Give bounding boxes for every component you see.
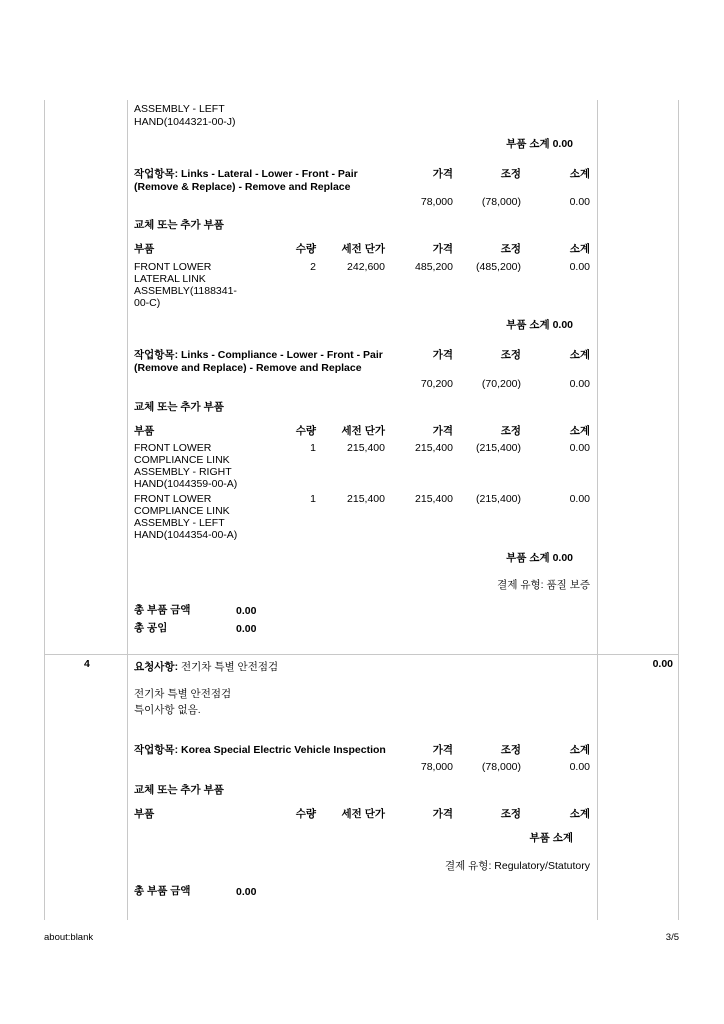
header-qty: 수량 <box>295 243 316 255</box>
total-labor-value: 0.00 <box>236 623 257 635</box>
total-parts-value: 0.00 <box>236 605 257 617</box>
job-adjust: (78,000) <box>481 761 521 773</box>
job-title-line: (Remove and Replace) - Remove and Replace <box>134 362 362 374</box>
request-label: 요청사항: <box>134 661 179 673</box>
job-adjust: (78,000) <box>481 196 521 208</box>
job-adjust: (70,200) <box>481 378 521 390</box>
part-qty: 1 <box>310 442 316 454</box>
header-price: 가격 <box>432 808 453 820</box>
part-desc-line: COMPLIANCE LINK <box>134 505 230 517</box>
job-label: 작업항목: <box>134 744 179 756</box>
part-desc-line: FRONT LOWER <box>134 261 212 273</box>
header-unit: 세전 단가 <box>341 243 385 255</box>
part-desc-line: COMPLIANCE LINK <box>134 454 230 466</box>
part-desc-line: HAND(1044321-00-J) <box>134 116 236 128</box>
table-border-col2 <box>597 100 598 920</box>
total-parts-value: 0.00 <box>236 886 257 898</box>
payment-type: 결제 유형: Regulatory/Statutory <box>444 860 590 872</box>
job-title <box>134 744 386 756</box>
part-qty: 2 <box>310 261 316 273</box>
header-adjust: 조정 <box>500 349 521 361</box>
job-title <box>134 168 358 180</box>
replace-parts-heading: 교체 또는 추가 부품 <box>134 401 224 413</box>
table-border-right <box>678 100 679 920</box>
header-adjust: 조정 <box>500 744 521 756</box>
job-title-line: Links - Lateral - Lower - Front - Pair <box>178 168 358 180</box>
header-adjust: 조정 <box>500 808 521 820</box>
part-desc-line: ASSEMBLY(1188341- <box>134 285 237 297</box>
part-desc-line: HAND(1044354-00-A) <box>134 529 238 541</box>
table-border-col1 <box>127 100 128 920</box>
part-desc-line: FRONT LOWER <box>134 442 212 454</box>
request-value: 전기차 특별 안전점검 <box>178 661 279 673</box>
job-subtotal: 0.00 <box>569 761 590 773</box>
row-amount: 0.00 <box>652 658 673 670</box>
parts-subtotal: 부품 소계 <box>529 832 573 844</box>
job-label: 작업항목: <box>134 349 179 361</box>
header-unit: 세전 단가 <box>341 425 385 437</box>
header-adjust: 조정 <box>500 425 521 437</box>
part-adjust: (485,200) <box>476 261 521 273</box>
header-subtotal: 소계 <box>569 349 590 361</box>
part-desc-line: LATERAL LINK <box>134 273 206 285</box>
job-price: 70,200 <box>420 378 453 390</box>
part-desc-line: ASSEMBLY - LEFT <box>134 103 225 115</box>
header-price: 가격 <box>432 425 453 437</box>
job-price: 78,000 <box>420 196 453 208</box>
header-qty: 수량 <box>295 808 316 820</box>
job-subtotal: 0.00 <box>569 378 590 390</box>
header-adjust: 조정 <box>500 168 521 180</box>
header-subtotal: 소계 <box>569 243 590 255</box>
part-subtotal: 0.00 <box>569 493 590 505</box>
footer-page-number: 3/5 <box>665 932 679 943</box>
job-title-line: Links - Compliance - Lower - Front - Pair <box>178 349 383 361</box>
total-parts-label: 총 부품 금액 <box>134 604 191 616</box>
job-title <box>134 349 383 361</box>
header-subtotal: 소계 <box>569 744 590 756</box>
part-price: 215,400 <box>415 442 453 454</box>
part-unit: 215,400 <box>347 442 385 454</box>
header-unit: 세전 단가 <box>341 808 385 820</box>
part-qty: 1 <box>310 493 316 505</box>
part-subtotal: 0.00 <box>569 261 590 273</box>
table-border-left <box>44 100 45 920</box>
header-price: 가격 <box>432 349 453 361</box>
parts-subtotal: 부품 소계 0.00 <box>506 552 573 564</box>
replace-parts-heading: 교체 또는 추가 부품 <box>134 219 224 231</box>
request-note: 특이사항 없음. <box>134 704 201 716</box>
row-divider <box>44 654 679 655</box>
header-price: 가격 <box>432 744 453 756</box>
part-desc-line: ASSEMBLY - RIGHT <box>134 466 232 478</box>
part-price: 215,400 <box>415 493 453 505</box>
header-subtotal: 소계 <box>569 425 590 437</box>
header-part: 부품 <box>134 425 155 437</box>
header-part: 부품 <box>134 243 155 255</box>
job-label: 작업항목: <box>134 168 179 180</box>
header-adjust: 조정 <box>500 243 521 255</box>
payment-type: 결제 유형: 품질 보증 <box>497 579 590 591</box>
part-subtotal: 0.00 <box>569 442 590 454</box>
part-desc-line: FRONT LOWER <box>134 493 212 505</box>
request-note: 전기차 특별 안전점검 <box>134 688 232 700</box>
header-qty: 수량 <box>295 425 316 437</box>
row-number: 4 <box>84 658 90 670</box>
request-line <box>134 661 278 673</box>
part-price: 485,200 <box>415 261 453 273</box>
header-price: 가격 <box>432 168 453 180</box>
total-parts-label: 총 부품 금액 <box>134 885 191 897</box>
total-labor-label: 총 공임 <box>134 622 168 634</box>
replace-parts-heading: 교체 또는 추가 부품 <box>134 784 224 796</box>
job-title-line: (Remove & Replace) - Remove and Replace <box>134 181 351 193</box>
part-adjust: (215,400) <box>476 442 521 454</box>
header-subtotal: 소계 <box>569 808 590 820</box>
part-adjust: (215,400) <box>476 493 521 505</box>
parts-subtotal: 부품 소계 0.00 <box>506 319 573 331</box>
footer-url: about:blank <box>44 932 94 943</box>
part-unit: 242,600 <box>347 261 385 273</box>
header-price: 가격 <box>432 243 453 255</box>
part-desc-line: HAND(1044359-00-A) <box>134 478 238 490</box>
part-unit: 215,400 <box>347 493 385 505</box>
header-subtotal: 소계 <box>569 168 590 180</box>
part-desc-line: 00-C) <box>134 297 161 309</box>
header-part: 부품 <box>134 808 155 820</box>
job-subtotal: 0.00 <box>569 196 590 208</box>
parts-subtotal: 부품 소계 0.00 <box>506 138 573 150</box>
job-title-line: Korea Special Electric Vehicle Inspection <box>178 744 386 756</box>
job-price: 78,000 <box>420 761 453 773</box>
part-desc-line: ASSEMBLY - LEFT <box>134 517 225 529</box>
